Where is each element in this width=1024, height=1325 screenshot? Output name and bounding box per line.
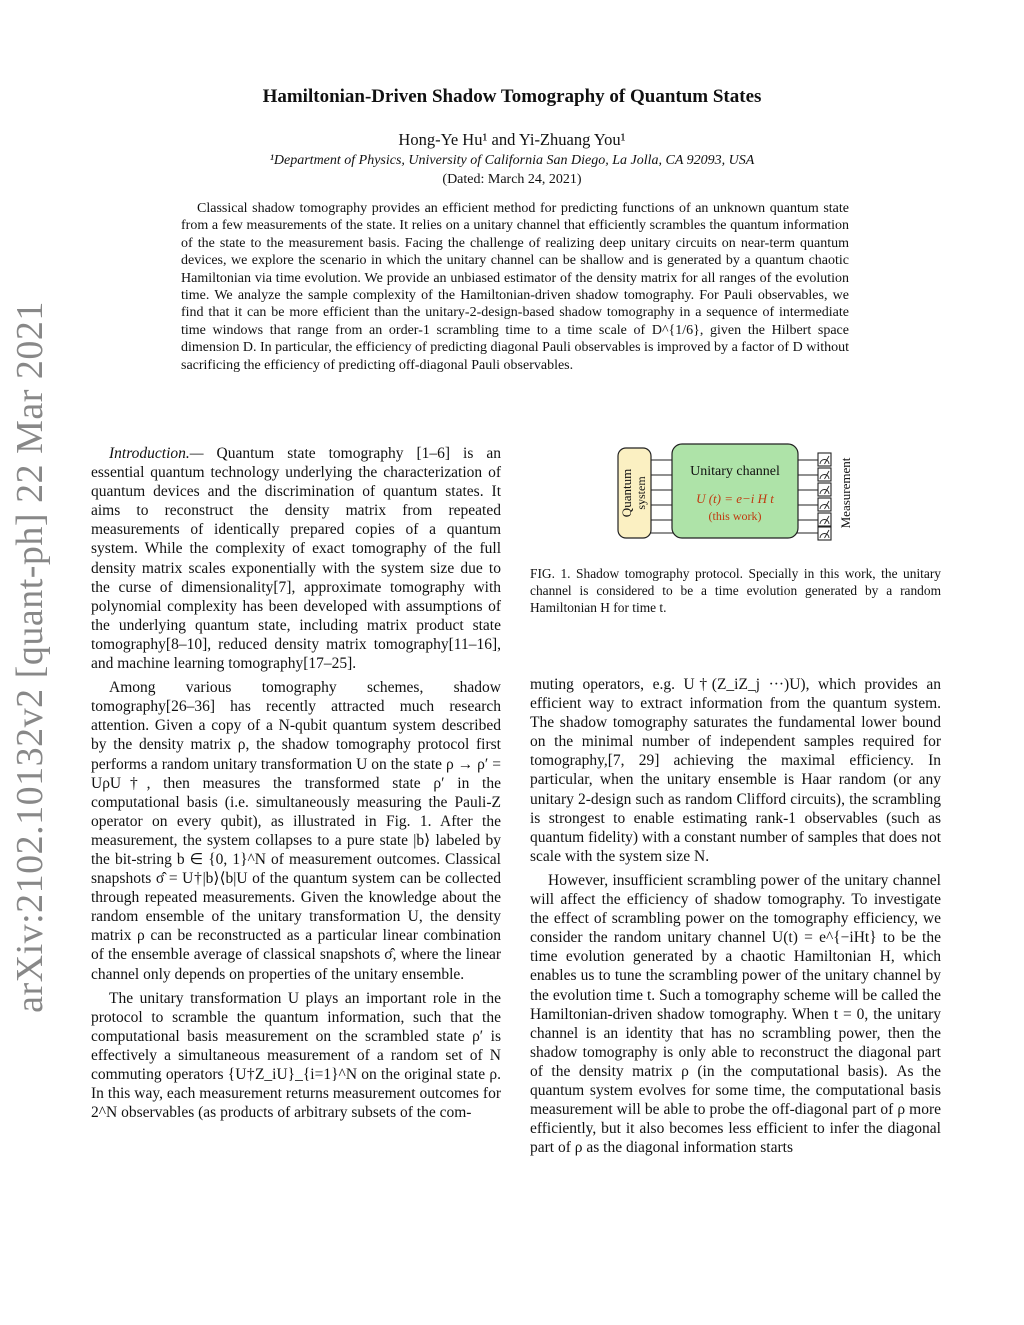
author-list: Hong-Ye Hu¹ and Yi-Zhuang You¹ [398, 130, 626, 149]
system-label: system [634, 476, 648, 510]
right-column [530, 675, 941, 1157]
abstract: Classical shadow tomography provides an efficient method for predicting functions of an unknown quantum state from a few measurements of the state. It relies on a unitary channel that efficiently scrambles the quantum information of the state to the measurement basis. Facing the challenge of realizing deep unitary circuits on near-term quantum devices, we explore the scenario in which the unitary channel can be shallow and is generated by a quantum chaotic Hamiltonian via time evolution. We provide an unbiased estimator of the density matrix for all ranges of the evolution time. We analyze the sample complexity of the Hamiltonian-driven shadow tomography. For Pauli observables, we find that it can be more efficient than the unitary-2-design-based shadow tomography in a sequence of intermediate time windows that range from an order-1 scrambling time to a time scale of D^{1/6}, given the Hilbert space dimension D. In particular, the efficiency of predicting diagonal Pauli observables is improved by a factor of D without sacrificing the efficiency of predicting off-diagonal Pauli observables. [181, 201, 849, 373]
date-line: (Dated: March 24, 2021) [442, 172, 582, 187]
paragraph-shadow-tomography: Among various tomography schemes, shadow tomography[26–36] has recently attracted much research attention. Given a copy of a N-qubit quantum system described by the density matrix ρ, the shadow tomography protocol first performs a random unitary transformation U on the state ρ → ρ′ = UρU†, then measures the transformed state ρ′ in the computational basis (i.e. simultaneously measuring the Pauli-Z operator on every qubit), as illustrated in Fig. 1. After the measurement, the system collapses to a pure state |b⟩ labeled by the bit-string b ∈ {0, 1}^N of measurement outcomes. Classical snapshots σ̂ = U†|b⟩⟨b|U of the quantum system can be collected through repeated measurements. Given the knowledge about the random ensemble of the unitary transformation U, the density matrix ρ can be reconstructed as a particular linear combination of the ensemble average of classical snapshots σ̂, where the linear channel only depends on properties of the unitary ensemble. [91, 679, 501, 983]
unitary-channel-label: Unitary channel [690, 464, 780, 479]
paragraph-introduction [91, 444, 501, 673]
introduction-lead: Introduction.— [109, 445, 204, 462]
paragraph-scrambling-power: However, insufficient scrambling power of the unitary channel will affect the efficiency of shadow tomography. To investigate the effect of scrambling power on the tomography efficiency, we consider the random unitary channel U(t) = e^{−iHt} to be the time evolution generated by a chaotic Hamiltonian H, which enables us to tune the scrambling power of the unitary channel by the evolution time t. Such a tomography scheme will be called the Hamiltonian-driven shadow tomography. When t = 0, the unitary channel is an identity that has no scrambling power, then the shadow tomography is only able to reconstruct the diagonal part of the density matrix ρ (in the computational basis). As the quantum system evolves for some time, the computational basis measurement will be able to probe the off-diagonal part of ρ more efficiently, but it also becomes less efficient to infer the diagonal part of ρ as the diagonal information starts [530, 871, 941, 1157]
this-work-label: (this work) [708, 509, 762, 523]
paragraph-unitary-transformation: The unitary transformation U plays an important role in the protocol to scramble the quantum information, such that the computational basis measurement on the scrambled state ρ′ is effectively a simultaneous measurement of a random set of N commuting operators {U†Z_iU}_{i=1}^N on the original state ρ. In this way, each measurement returns measurement outcomes for 2^N observables (as products of arbitrary subsets of the com- [91, 989, 501, 1122]
paper-title: Hamiltonian-Driven Shadow Tomography of Quantum States [262, 86, 762, 107]
measurement-label: Measurement [838, 457, 853, 529]
left-column [91, 444, 501, 1122]
affiliation: ¹Department of Physics, University of California San Diego, La Jolla, CA 92093, USA [269, 153, 755, 168]
arxiv-identifier-text: arXiv:2102.10132v2 [quant-ph] 22 Mar 2021 [9, 301, 51, 1013]
unitary-formula: U (t) = e−i H t [696, 491, 774, 506]
introduction-text: Quantum state tomography [1–6] is an essential quantum technology underlying the characterization of quantum devices and the discrimination of quantum states. It aims to reconstruct the density matrix from repeated measurements of identically prepared copies of a quantum system. While the complexity of exact tomography of the full density matrix scales exponentially with the system size due to the curse of dimensionality[7], approximate tomography with polynomial complexity has been developed with assumptions of the underlying quantum state, including matrix product state tomography[8–10], reduced density matrix tomography[11–16], and machine learning tomography[17–25]. [91, 445, 501, 673]
arxiv-identifier [2, 301, 58, 1013]
paragraph-commuting-operators: muting operators, e.g. U†(Z_iZ_j ···)U), which provides an efficient way to extract information from the quantum system. The shadow tomography saturates the fundamental lower bound on the minimal number of independent samples required for tomography,[7, 29] achieving the maximal efficiency. In particular, when the unitary ensemble is Haar random (or any unitary 2-design such as random Clifford circuits), the scrambling is strongest to enable estimating rank-1 observables (such as quantum fidelity) with a constant number of samples that does not scale with the system size N. [530, 676, 941, 865]
quantum-label: Quantum [619, 468, 634, 518]
figure-1-diagram [610, 440, 860, 542]
figure-1-caption: FIG. 1. Shadow tomography protocol. Specially in this work, the unitary channel is considered to be a time evolution generated by a random Hamiltonian H for time t. [530, 566, 941, 615]
measurement-meters [818, 453, 831, 540]
